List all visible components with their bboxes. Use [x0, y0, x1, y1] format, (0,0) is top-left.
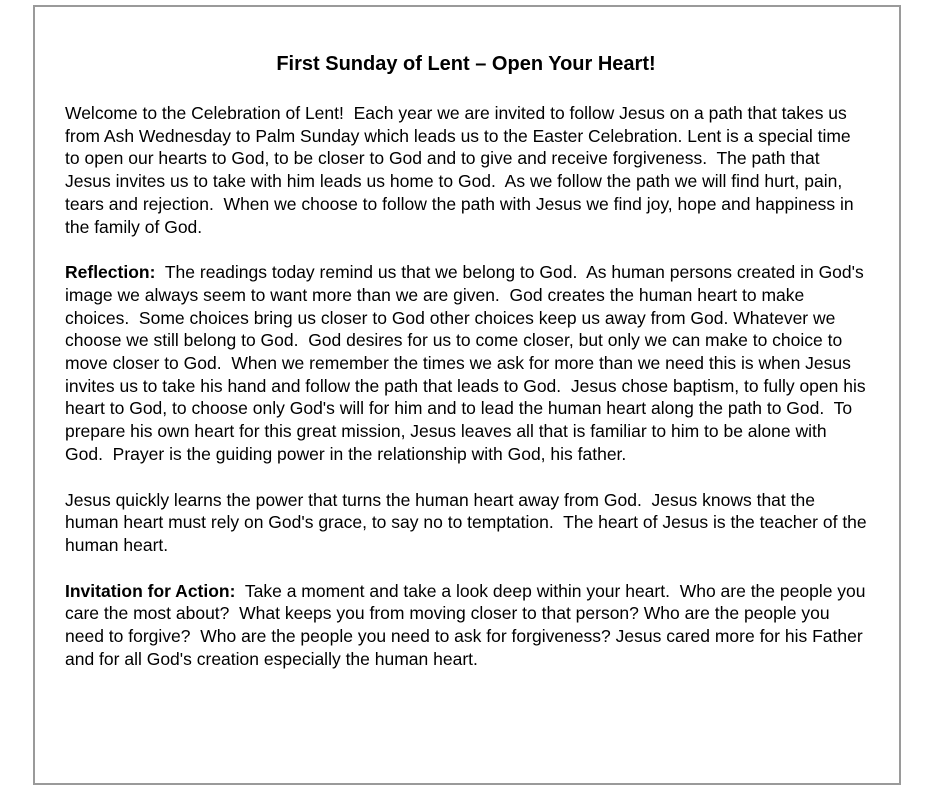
paragraph-text: Jesus quickly learns the power that turns the human heart away from God. Jesus knows that the human heart must rely on God's grace, to say no to temptation. The heart of Jesus is the teacher of the human heart.: [65, 489, 872, 555]
paragraph-jesus-learns: [65, 489, 872, 557]
paragraph-text: Take a moment and take a look deep within your heart. Who are the people you care the most about? What keeps you from moving closer to that person? Who are the people you need to forgive? Who are the people you need to ask for forgiveness? Jesus cared more for his Father and for all God's creation especially the human heart.: [65, 580, 871, 669]
document-title: First Sunday of Lent – Open Your Heart!: [276, 53, 656, 75]
paragraph-reflection: [65, 261, 871, 465]
paragraph-welcome: [65, 102, 867, 238]
document-body: [65, 102, 872, 670]
paragraph-invitation-for-action: [65, 580, 871, 671]
document-page: [33, 5, 901, 785]
paragraph-lead: Reflection:: [65, 262, 156, 283]
paragraph-text: Welcome to the Celebration of Lent! Each year we are invited to follow Jesus on a path that takes us from Ash Wednesday to Palm Sunday which leads us to the Easter Celebration. Lent is a special time to open our hearts to God, to be closer to God and to give and receive forgiveness. The path that Jesus invites us to take with him leads us home to God. As we follow the path we will find hurt, pain, tears and rejection. When we choose to follow the path with Jesus we find joy, hope and happiness in the family of God.: [65, 103, 859, 237]
paragraph-lead: Invitation for Action:: [65, 580, 236, 601]
paragraph-text: The readings today remind us that we belong to God. As human persons created in God's image we always seem to want more than we are given. God creates the human heart to make choices. Some choices bring us closer to God other choices keep us away from God. Whatever we choose we still belong to God. God desires for us to come closer, but only we can make to choice to move closer to God. When we remember the times we ask for more than we need this is when Jesus invites us to take his hand and follow the path that leads to God. Jesus chose baptism, to fully open his heart to God, to choose only God's will for him and to lead the human heart along the path to God. To prepare his own heart for this great mission, Jesus leaves all that is familiar to him to be alone with God. Prayer is the guiding power in the relationship with God, his father.: [65, 262, 871, 464]
